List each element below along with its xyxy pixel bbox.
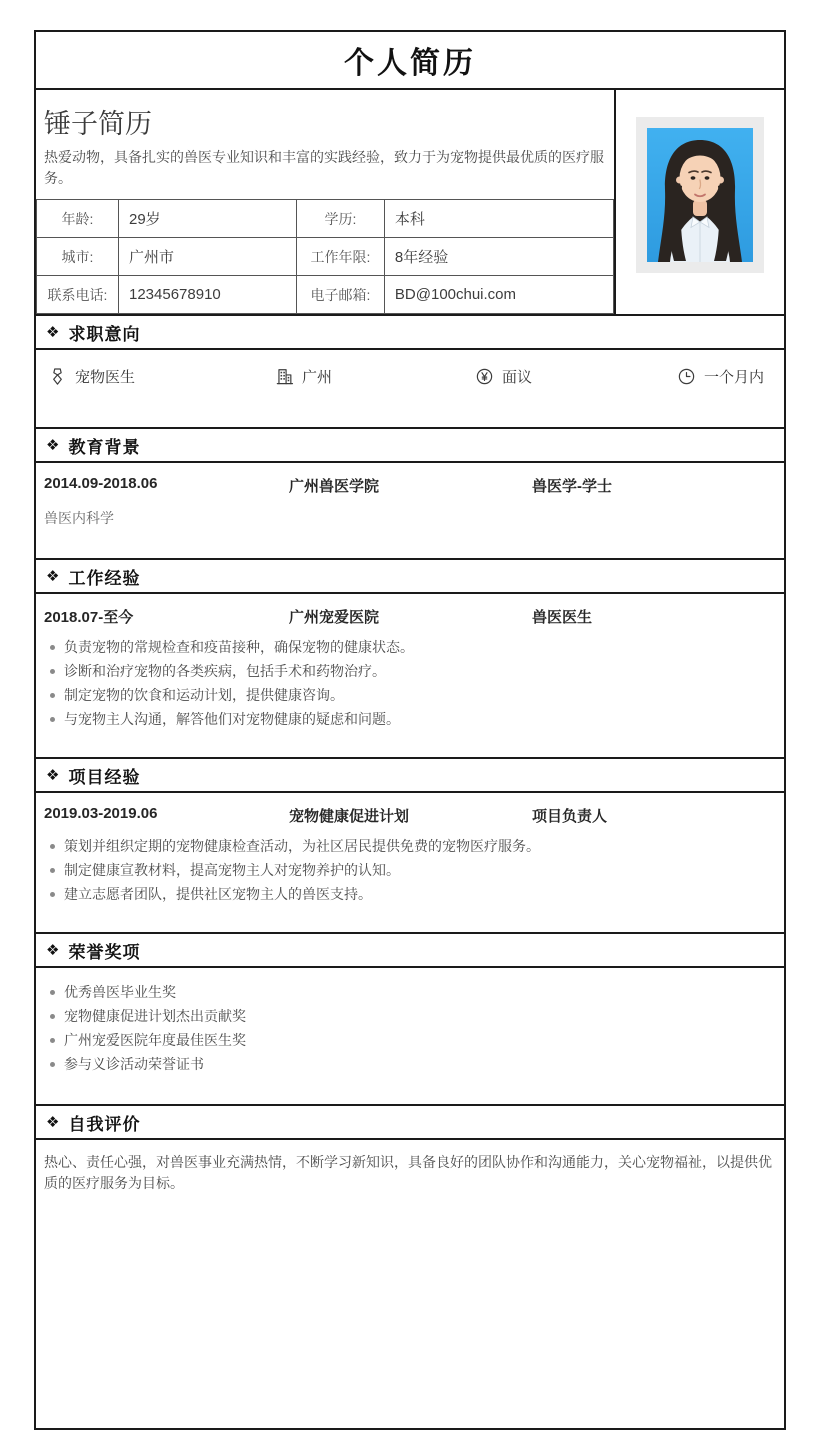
clock-icon <box>677 367 696 386</box>
profile-summary: 热爱动物，具备扎实的兽医专业知识和丰富的实践经验，致力于为宠物提供最优质的医疗服务。 <box>44 149 604 186</box>
field-value: 广州市 <box>119 238 297 276</box>
salary-yen-icon <box>475 367 494 386</box>
work-period: 2018.07-至今 <box>44 609 134 626</box>
work-entry <box>36 594 784 757</box>
work-bullet: 诊断和治疗宠物的各类疾病，包括手术和药物治疗。 <box>44 661 776 682</box>
intention-city <box>275 366 475 387</box>
section-honors <box>36 934 784 1106</box>
work-bullet: 负责宠物的常规检查和疫苗接种，确保宠物的健康状态。 <box>44 637 776 658</box>
intention-label: 一个月内 <box>704 369 765 386</box>
intention-label: 宠物医生 <box>75 369 136 386</box>
section-marker-icon: ❖ <box>46 568 60 585</box>
work-bullet: 制定宠物的饮食和运动计划，提供健康咨询。 <box>44 685 776 706</box>
honor-bullet: 宠物健康促进计划杰出贡献奖 <box>44 1006 776 1027</box>
section-title: 荣誉奖项 <box>68 942 141 962</box>
work-bullet: 与宠物主人沟通，解答他们对宠物健康的疑虑和问题。 <box>44 709 776 730</box>
section-title: 教育背景 <box>68 437 141 457</box>
section-education <box>36 429 784 560</box>
field-value: 本科 <box>384 200 613 238</box>
honors-list <box>36 968 784 1104</box>
honor-bullet: 广州宠爱医院年度最佳医生奖 <box>44 1030 776 1051</box>
section-self-evaluation <box>36 1106 784 1214</box>
field-value: 29岁 <box>119 200 297 238</box>
intention-label: 面议 <box>502 369 533 386</box>
field-label: 联系电话: <box>37 276 119 314</box>
section-project-experience <box>36 759 784 934</box>
tie-icon <box>48 366 67 387</box>
field-label: 城市: <box>37 238 119 276</box>
education-major-note: 兽医内科学 <box>44 510 114 526</box>
field-value: 8年经验 <box>384 238 613 276</box>
honor-bullet: 参与义诊活动荣誉证书 <box>44 1054 776 1075</box>
section-job-intention <box>36 316 784 429</box>
field-value: 12345678910 <box>119 276 297 314</box>
field-value: BD@100chui.com <box>384 276 613 314</box>
section-marker-icon: ❖ <box>46 437 60 454</box>
intention-position <box>48 366 275 387</box>
work-role: 兽医医生 <box>532 609 593 626</box>
education-entry <box>36 463 784 558</box>
project-period: 2019.03-2019.06 <box>44 805 158 822</box>
building-icon <box>275 366 294 387</box>
section-title: 项目经验 <box>68 767 141 787</box>
section-title: 自我评价 <box>68 1114 141 1134</box>
section-title: 工作经验 <box>68 568 141 588</box>
page-title: 个人简历 <box>36 32 784 90</box>
intention-availability <box>677 366 784 387</box>
education-school: 广州兽医学院 <box>289 478 380 495</box>
project-bullet: 策划并组织定期的宠物健康检查活动，为社区居民提供免费的宠物医疗服务。 <box>44 836 776 857</box>
table-row <box>37 238 614 276</box>
id-photo <box>636 117 764 273</box>
project-role: 项目负责人 <box>532 808 608 825</box>
intention-label: 广州 <box>302 369 333 386</box>
table-row <box>37 276 614 314</box>
table-row <box>37 200 614 238</box>
honor-bullet: 优秀兽医毕业生奖 <box>44 982 776 1003</box>
intention-salary <box>475 366 677 387</box>
section-title: 求职意向 <box>68 324 141 344</box>
field-label: 年龄: <box>37 200 119 238</box>
project-name: 宠物健康促进计划 <box>289 808 410 825</box>
work-company: 广州宠爱医院 <box>289 609 380 626</box>
section-marker-icon: ❖ <box>46 942 60 959</box>
section-work-experience <box>36 560 784 759</box>
portrait-photo-icon <box>647 128 753 262</box>
profile-section <box>36 90 784 316</box>
field-label: 电子邮箱: <box>296 276 384 314</box>
profile-info-table <box>36 199 614 314</box>
field-label: 学历: <box>296 200 384 238</box>
resume-page <box>34 30 786 1430</box>
education-period: 2014.09-2018.06 <box>44 475 158 492</box>
education-degree: 兽医学-学士 <box>532 478 612 495</box>
project-entry <box>36 793 784 932</box>
person-name: 锤子简历 <box>44 109 152 139</box>
project-bullet: 制定健康宣教材料，提高宠物主人对宠物养护的认知。 <box>44 860 776 881</box>
project-bullet: 建立志愿者团队，提供社区宠物主人的兽医支持。 <box>44 884 776 905</box>
self-evaluation-text: 热心、责任心强，对兽医事业充满热情，不断学习新知识，具备良好的团队协作和沟通能力，关心宠物福祉，以提供优质的医疗服务为目标。 <box>44 1154 772 1191</box>
section-marker-icon: ❖ <box>46 767 60 784</box>
section-marker-icon: ❖ <box>46 1114 60 1131</box>
field-label: 工作年限: <box>296 238 384 276</box>
section-marker-icon: ❖ <box>46 324 60 341</box>
